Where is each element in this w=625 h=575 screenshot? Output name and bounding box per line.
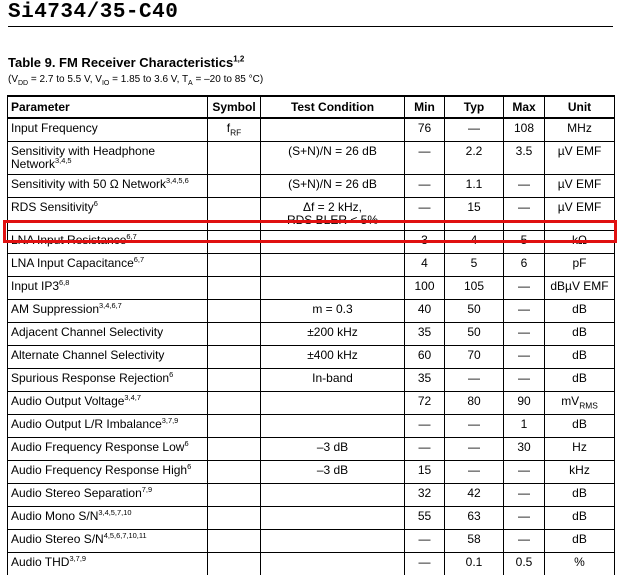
cell-typ — [445, 323, 504, 346]
cell-parameter — [8, 369, 208, 392]
condition-value: –3 dB — [317, 440, 348, 454]
cell-min — [405, 415, 445, 438]
cell-unit — [545, 461, 615, 484]
cell-typ — [445, 484, 504, 507]
cell-max — [504, 507, 545, 530]
max-value: — — [518, 348, 530, 362]
cell-unit — [545, 507, 615, 530]
cell-unit — [545, 231, 615, 254]
cell-test-condition — [261, 175, 405, 198]
cell-min — [405, 300, 445, 323]
cell-typ — [445, 277, 504, 300]
cell-parameter — [8, 438, 208, 461]
table-row — [8, 415, 615, 438]
max-value: — — [518, 371, 530, 385]
cell-max — [504, 530, 545, 553]
min-value: 60 — [418, 348, 431, 362]
unit-value: dB — [572, 325, 587, 339]
min-value: — — [419, 532, 431, 546]
parameter-notes: 6 — [184, 439, 188, 448]
table-row — [8, 369, 615, 392]
typ-value: 15 — [467, 200, 480, 214]
cell-symbol — [208, 323, 261, 346]
table-row — [8, 254, 615, 277]
header-max: Max — [504, 96, 545, 118]
typ-value: 63 — [467, 509, 480, 523]
cell-typ — [445, 507, 504, 530]
cell-parameter — [8, 323, 208, 346]
parameter-notes: 3,7,9 — [162, 416, 179, 425]
max-value: — — [518, 532, 530, 546]
parameter-notes: 3,4,6,7 — [99, 301, 122, 310]
cell-max — [504, 461, 545, 484]
cell-max — [504, 175, 545, 198]
cell-symbol — [208, 553, 261, 575]
cell-unit — [545, 392, 615, 415]
typ-value: — — [468, 440, 480, 454]
cell-parameter — [8, 484, 208, 507]
cell-parameter — [8, 277, 208, 300]
parameter-name: Audio Stereo S/N — [11, 532, 104, 546]
cell-min — [405, 553, 445, 575]
unit-value: % — [574, 555, 585, 569]
cell-symbol — [208, 392, 261, 415]
min-value: — — [419, 555, 431, 569]
parameter-notes: 7,9 — [142, 485, 152, 494]
condition-value: ±200 kHz — [307, 325, 358, 339]
fm-receiver-characteristics-table — [7, 95, 615, 575]
max-value: — — [518, 509, 530, 523]
cell-symbol — [208, 118, 261, 142]
table-row — [8, 175, 615, 198]
min-value: 3 — [421, 233, 428, 247]
cell-typ — [445, 438, 504, 461]
cell-max — [504, 415, 545, 438]
cell-test-condition — [261, 323, 405, 346]
cell-test-condition — [261, 142, 405, 175]
cell-parameter — [8, 346, 208, 369]
max-value: — — [518, 200, 530, 214]
cell-min — [405, 254, 445, 277]
cell-typ — [445, 231, 504, 254]
min-value: — — [419, 200, 431, 214]
cell-symbol — [208, 507, 261, 530]
max-value: 1 — [521, 417, 528, 431]
cell-min — [405, 198, 445, 231]
cell-max — [504, 254, 545, 277]
cell-parameter — [8, 392, 208, 415]
min-value: 32 — [418, 486, 431, 500]
cell-unit — [545, 142, 615, 175]
parameter-notes: 6 — [187, 462, 191, 471]
cell-unit — [545, 254, 615, 277]
cell-typ — [445, 392, 504, 415]
cell-test-condition — [261, 553, 405, 575]
table-row — [8, 142, 615, 175]
typ-value: 4 — [471, 233, 478, 247]
condition-value: (S+N)/N = 26 dB — [288, 144, 377, 158]
table-caption-notes: 1,2 — [233, 55, 244, 64]
cell-min — [405, 323, 445, 346]
typ-value: — — [468, 371, 480, 385]
parameter-notes: 3,7,9 — [69, 554, 86, 563]
cell-test-condition — [261, 198, 405, 231]
parameter-name: Audio Frequency Response Low — [11, 440, 184, 454]
cell-min — [405, 142, 445, 175]
parameter-name: Input IP3 — [11, 279, 59, 293]
max-value: 90 — [517, 394, 530, 408]
condition-value: ±400 kHz — [307, 348, 358, 362]
unit-value: µV EMF — [558, 144, 602, 158]
parameter-name: Input Frequency — [11, 121, 98, 135]
parameter-name: RDS Sensitivity — [11, 200, 94, 214]
cell-min — [405, 346, 445, 369]
typ-value: 70 — [467, 348, 480, 362]
header-unit: Unit — [545, 96, 615, 118]
cell-unit — [545, 323, 615, 346]
max-value: 6 — [521, 256, 528, 270]
unit-value: pF — [572, 256, 586, 270]
cell-symbol — [208, 415, 261, 438]
cell-symbol — [208, 300, 261, 323]
cell-test-condition — [261, 254, 405, 277]
cell-symbol — [208, 175, 261, 198]
cell-min — [405, 277, 445, 300]
cell-symbol — [208, 346, 261, 369]
cell-parameter — [8, 254, 208, 277]
parameter-notes: 3,4,5 — [55, 156, 72, 165]
cell-parameter — [8, 461, 208, 484]
table-row — [8, 530, 615, 553]
parameter-notes: 3,4,7 — [124, 393, 141, 402]
cell-parameter — [8, 231, 208, 254]
unit-value: dB — [572, 532, 587, 546]
min-value: — — [419, 417, 431, 431]
parameter-name: Audio Frequency Response High — [11, 463, 187, 477]
cell-parameter — [8, 553, 208, 575]
typ-value: 50 — [467, 302, 480, 316]
cell-typ — [445, 175, 504, 198]
typ-value: — — [468, 121, 480, 135]
cell-typ — [445, 300, 504, 323]
cell-symbol — [208, 254, 261, 277]
table-row — [8, 507, 615, 530]
parameter-notes: 6,7 — [126, 232, 136, 241]
parameter-name: LNA Input Capacitance — [11, 256, 134, 270]
cell-test-condition — [261, 438, 405, 461]
max-value: 108 — [514, 121, 534, 135]
table-row — [8, 277, 615, 300]
header-min: Min — [405, 96, 445, 118]
cell-max — [504, 277, 545, 300]
min-value: 76 — [418, 121, 431, 135]
table-header-row — [8, 96, 615, 118]
cell-parameter — [8, 175, 208, 198]
max-value: — — [518, 463, 530, 477]
cell-typ — [445, 198, 504, 231]
unit-value: dB — [572, 486, 587, 500]
cell-test-condition — [261, 484, 405, 507]
typ-value: 42 — [467, 486, 480, 500]
max-value: 0.5 — [516, 555, 533, 569]
cell-unit — [545, 175, 615, 198]
table-row — [8, 346, 615, 369]
cell-unit — [545, 300, 615, 323]
parameter-notes: 4,5,6,7,10,11 — [104, 531, 147, 540]
condition-value: m = 0.3 — [312, 302, 352, 316]
max-value: — — [518, 486, 530, 500]
parameter-notes: 6,8 — [59, 278, 69, 287]
max-value: 5 — [521, 233, 528, 247]
header-parameter: Parameter — [8, 96, 208, 118]
cell-max — [504, 346, 545, 369]
table-row — [8, 392, 615, 415]
typ-value: — — [468, 417, 480, 431]
cell-symbol — [208, 142, 261, 175]
parameter-name: Spurious Response Rejection — [11, 371, 169, 385]
cell-symbol — [208, 277, 261, 300]
unit-value: dB — [572, 417, 587, 431]
unit-value: µV EMF — [558, 200, 602, 214]
min-value: 100 — [414, 279, 434, 293]
cell-test-condition — [261, 530, 405, 553]
parameter-name: Sensitivity with Headphone Network — [11, 144, 155, 171]
parameter-notes: 6,7 — [134, 255, 144, 264]
cell-symbol — [208, 231, 261, 254]
parameter-notes: 6 — [169, 370, 173, 379]
table-row — [8, 461, 615, 484]
cell-min — [405, 369, 445, 392]
min-value: 40 — [418, 302, 431, 316]
table-row — [8, 323, 615, 346]
cell-max — [504, 553, 545, 575]
max-value: — — [518, 279, 530, 293]
min-value: — — [419, 440, 431, 454]
unit-value: dBµV EMF — [550, 279, 608, 293]
condition-value: (S+N)/N = 26 dB — [288, 177, 377, 191]
unit-value: kHz — [569, 463, 590, 477]
table-row — [8, 198, 615, 231]
symbol-value: $f_{RF}$ — [227, 121, 242, 135]
cell-test-condition — [261, 277, 405, 300]
cell-max — [504, 323, 545, 346]
max-value: 3.5 — [516, 144, 533, 158]
unit-value: $mV_{RMS}$ — [561, 394, 598, 408]
parameter-name: Sensitivity with 50 Ω Network — [11, 177, 166, 191]
cell-parameter — [8, 415, 208, 438]
header-symbol: Symbol — [208, 96, 261, 118]
cell-parameter — [8, 530, 208, 553]
unit-value: µV EMF — [558, 177, 602, 191]
min-value: 72 — [418, 394, 431, 408]
condition-value: –3 dB — [317, 463, 348, 477]
unit-value: MHz — [567, 121, 592, 135]
cell-unit — [545, 118, 615, 142]
min-value: — — [419, 177, 431, 191]
cell-min — [405, 392, 445, 415]
parameter-notes: 3,4,5,6 — [166, 176, 189, 185]
table-row — [8, 300, 615, 323]
cell-min — [405, 118, 445, 142]
cell-unit — [545, 553, 615, 575]
cell-symbol — [208, 484, 261, 507]
cell-typ — [445, 461, 504, 484]
cell-symbol — [208, 530, 261, 553]
typ-value: 5 — [471, 256, 478, 270]
cell-typ — [445, 142, 504, 175]
min-value: 35 — [418, 325, 431, 339]
parameter-name: Audio THD — [11, 555, 69, 569]
cell-max — [504, 392, 545, 415]
cell-test-condition — [261, 392, 405, 415]
parameter-name: Alternate Channel Selectivity — [11, 348, 164, 362]
parameter-name: LNA Input Resistance — [11, 233, 126, 247]
parameter-name: Audio Mono S/N — [11, 509, 98, 523]
unit-value: dB — [572, 371, 587, 385]
table-row — [8, 484, 615, 507]
typ-value: 80 — [467, 394, 480, 408]
cell-unit — [545, 484, 615, 507]
unit-value: dB — [572, 302, 587, 316]
min-value: 4 — [421, 256, 428, 270]
cell-symbol — [208, 369, 261, 392]
cell-test-condition — [261, 118, 405, 142]
cell-max — [504, 118, 545, 142]
cell-typ — [445, 254, 504, 277]
cell-unit — [545, 277, 615, 300]
cell-unit — [545, 198, 615, 231]
typ-value: 105 — [464, 279, 484, 293]
cell-min — [405, 438, 445, 461]
cell-max — [504, 300, 545, 323]
cell-symbol — [208, 198, 261, 231]
cell-typ — [445, 118, 504, 142]
cell-parameter — [8, 300, 208, 323]
cell-min — [405, 175, 445, 198]
cell-min — [405, 461, 445, 484]
cell-test-condition — [261, 300, 405, 323]
table-body — [8, 118, 615, 575]
max-value: — — [518, 177, 530, 191]
max-value: 30 — [517, 440, 530, 454]
table-caption-text: Table 9. FM Receiver Characteristics — [8, 55, 233, 70]
cell-symbol — [208, 438, 261, 461]
parameter-notes: 3,4,5,7,10 — [98, 508, 131, 517]
cell-unit — [545, 438, 615, 461]
table-row — [8, 553, 615, 575]
cell-typ — [445, 369, 504, 392]
table-row — [8, 438, 615, 461]
parameter-name: Audio Output Voltage — [11, 394, 124, 408]
cell-typ — [445, 346, 504, 369]
cell-parameter — [8, 507, 208, 530]
min-value: 35 — [418, 371, 431, 385]
cell-test-condition — [261, 231, 405, 254]
cell-unit — [545, 415, 615, 438]
cell-parameter — [8, 118, 208, 142]
cell-max — [504, 142, 545, 175]
cell-parameter — [8, 198, 208, 231]
parameter-notes: 6 — [94, 199, 98, 208]
max-value: — — [518, 302, 530, 316]
cell-max — [504, 369, 545, 392]
cell-unit — [545, 369, 615, 392]
cell-typ — [445, 553, 504, 575]
parameter-name: Audio Output L/R Imbalance — [11, 417, 162, 431]
cell-test-condition — [261, 507, 405, 530]
cell-symbol — [208, 461, 261, 484]
header-test-condition: Test Condition — [261, 96, 405, 118]
parameter-name: Adjacent Channel Selectivity — [11, 325, 163, 339]
cell-min — [405, 530, 445, 553]
typ-value: 1.1 — [466, 177, 483, 191]
cell-min — [405, 507, 445, 530]
condition-value: Δf = 2 kHz, RDS BLER < 5% — [287, 200, 378, 227]
cell-min — [405, 231, 445, 254]
cell-min — [405, 484, 445, 507]
cell-test-condition — [261, 415, 405, 438]
table-row — [8, 118, 615, 142]
cell-max — [504, 438, 545, 461]
document-header — [8, 0, 613, 27]
min-value: — — [419, 144, 431, 158]
typ-value: 0.1 — [466, 555, 483, 569]
typ-value: 58 — [467, 532, 480, 546]
unit-value: kΩ — [572, 233, 587, 247]
max-value: — — [518, 325, 530, 339]
cell-max — [504, 231, 545, 254]
cell-unit — [545, 530, 615, 553]
typ-value: 50 — [467, 325, 480, 339]
unit-value: dB — [572, 348, 587, 362]
cell-max — [504, 198, 545, 231]
cell-unit — [545, 346, 615, 369]
unit-value: Hz — [572, 440, 587, 454]
min-value: 15 — [418, 463, 431, 477]
parameter-name: Audio Stereo Separation — [11, 486, 142, 500]
typ-value: 2.2 — [466, 144, 483, 158]
cell-test-condition — [261, 461, 405, 484]
document-title: Si4734/35-C40 — [8, 1, 178, 24]
condition-value: In-band — [312, 371, 353, 385]
cell-typ — [445, 530, 504, 553]
cell-test-condition — [261, 369, 405, 392]
typ-value: — — [468, 463, 480, 477]
unit-value: dB — [572, 509, 587, 523]
table-caption — [8, 55, 244, 70]
cell-max — [504, 484, 545, 507]
cell-typ — [445, 415, 504, 438]
table-conditions: ($V_{DD} = 2.7$ to 5.5 V, $V_{IO} = 1.85$ to 3.6 V, $T_A = -20$ to 85 °C) — [8, 74, 263, 85]
cell-parameter — [8, 142, 208, 175]
min-value: 55 — [418, 509, 431, 523]
cell-test-condition — [261, 346, 405, 369]
header-typ: Typ — [445, 96, 504, 118]
parameter-name: AM Suppression — [11, 302, 99, 316]
table-row — [8, 231, 615, 254]
